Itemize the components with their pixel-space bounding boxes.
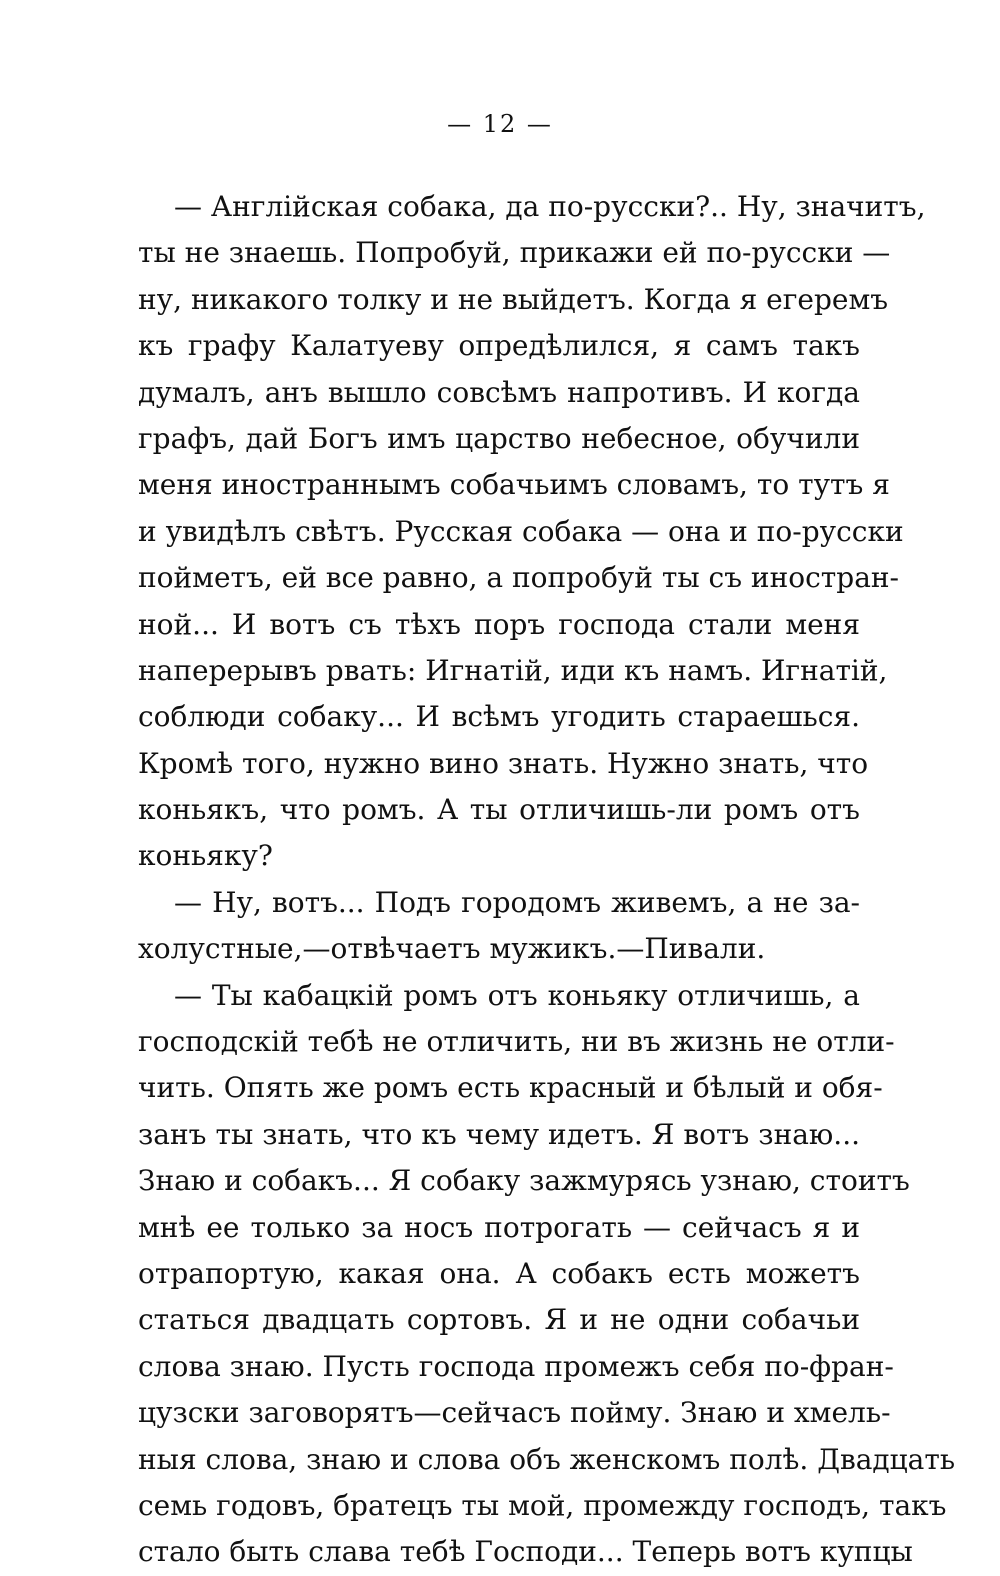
text-line: къ графу Калатуеву опредѣлился, я самъ такъ bbox=[138, 329, 860, 363]
text-line: семь годовъ, братецъ ты мой, промежду господъ, такъ bbox=[138, 1488, 947, 1522]
text-line: графъ, дай Богъ имъ царство небесное, обучили bbox=[138, 421, 860, 455]
text-line: коньякъ, что ромъ. А ты отличишь-ли ромъ отъ bbox=[138, 793, 860, 827]
text-line: думалъ, анъ вышло совсѣмъ напротивъ. И когда bbox=[138, 375, 860, 409]
text-line: — Ты кабацкій ромъ отъ коньяку отличишь, а bbox=[174, 978, 860, 1012]
text-line: статься двадцать сортовъ. Я и не одни собачьи bbox=[138, 1303, 860, 1337]
text-line: слова знаю. Пусть господа промежъ себя по-фран- bbox=[138, 1349, 894, 1383]
text-line: соблюди собаку... И всѣмъ угодить стараешься. bbox=[138, 700, 860, 734]
text-line: ну, никакого толку и не выйдетъ. Когда я егеремъ bbox=[138, 282, 889, 316]
body-text bbox=[138, 184, 956, 1576]
text-line: пойметъ, ей все равно, а попробуй ты съ иностран- bbox=[138, 561, 900, 595]
text-line: чить. Опять же ромъ есть красный и бѣлый и обя- bbox=[138, 1071, 883, 1105]
text-line: — Англійская собака, да по-русски?.. Ну, значитъ, bbox=[174, 190, 926, 223]
text-line: коньяку? bbox=[138, 839, 273, 873]
text-line: мнѣ ее только за носъ потрогать — сейчасъ я и bbox=[138, 1210, 860, 1244]
text-line: ныя слова, знаю и слова объ женскомъ полѣ. Двадцать bbox=[138, 1442, 956, 1476]
text-line: Знаю и собакъ... Я собаку зажмурясь узнаю, стоитъ bbox=[138, 1164, 910, 1198]
page-number: — 12 — bbox=[447, 110, 553, 138]
text-line: наперерывъ рвать: Игнатій, иди къ намъ. Игнатій, bbox=[138, 653, 888, 687]
text-line: стало быть слава тебѣ Господи... Теперь вотъ купцы bbox=[138, 1535, 913, 1569]
text-line: меня иностраннымъ собачьимъ словамъ, то тутъ я bbox=[138, 468, 890, 502]
text-line: Кромѣ того, нужно вино знать. Нужно знать, что bbox=[138, 746, 869, 780]
text-line: занъ ты знать, что къ чему идетъ. Я вотъ знаю... bbox=[138, 1117, 860, 1151]
text-line: отрапортую, какая она. А собакъ есть можетъ bbox=[138, 1256, 860, 1290]
text-line: холустные,—отвѣчаетъ мужикъ.—Пивали. bbox=[138, 932, 766, 966]
text-line: — Ну, вотъ... Подъ городомъ живемъ, а не за- bbox=[174, 885, 860, 919]
text-line: цузски заговорятъ—сейчасъ пойму. Знаю и хмель- bbox=[138, 1396, 891, 1430]
text-line: и увидѣлъ свѣтъ. Русская собака — она и по-русски bbox=[138, 514, 904, 548]
text-line: ты не знаешь. Попробуй, прикажи ей по-русски — bbox=[138, 236, 891, 270]
text-line: господскій тебѣ не отличить, ни въ жизнь не отли- bbox=[138, 1025, 895, 1059]
text-line: ной... И вотъ съ тѣхъ поръ господа стали меня bbox=[138, 607, 860, 641]
